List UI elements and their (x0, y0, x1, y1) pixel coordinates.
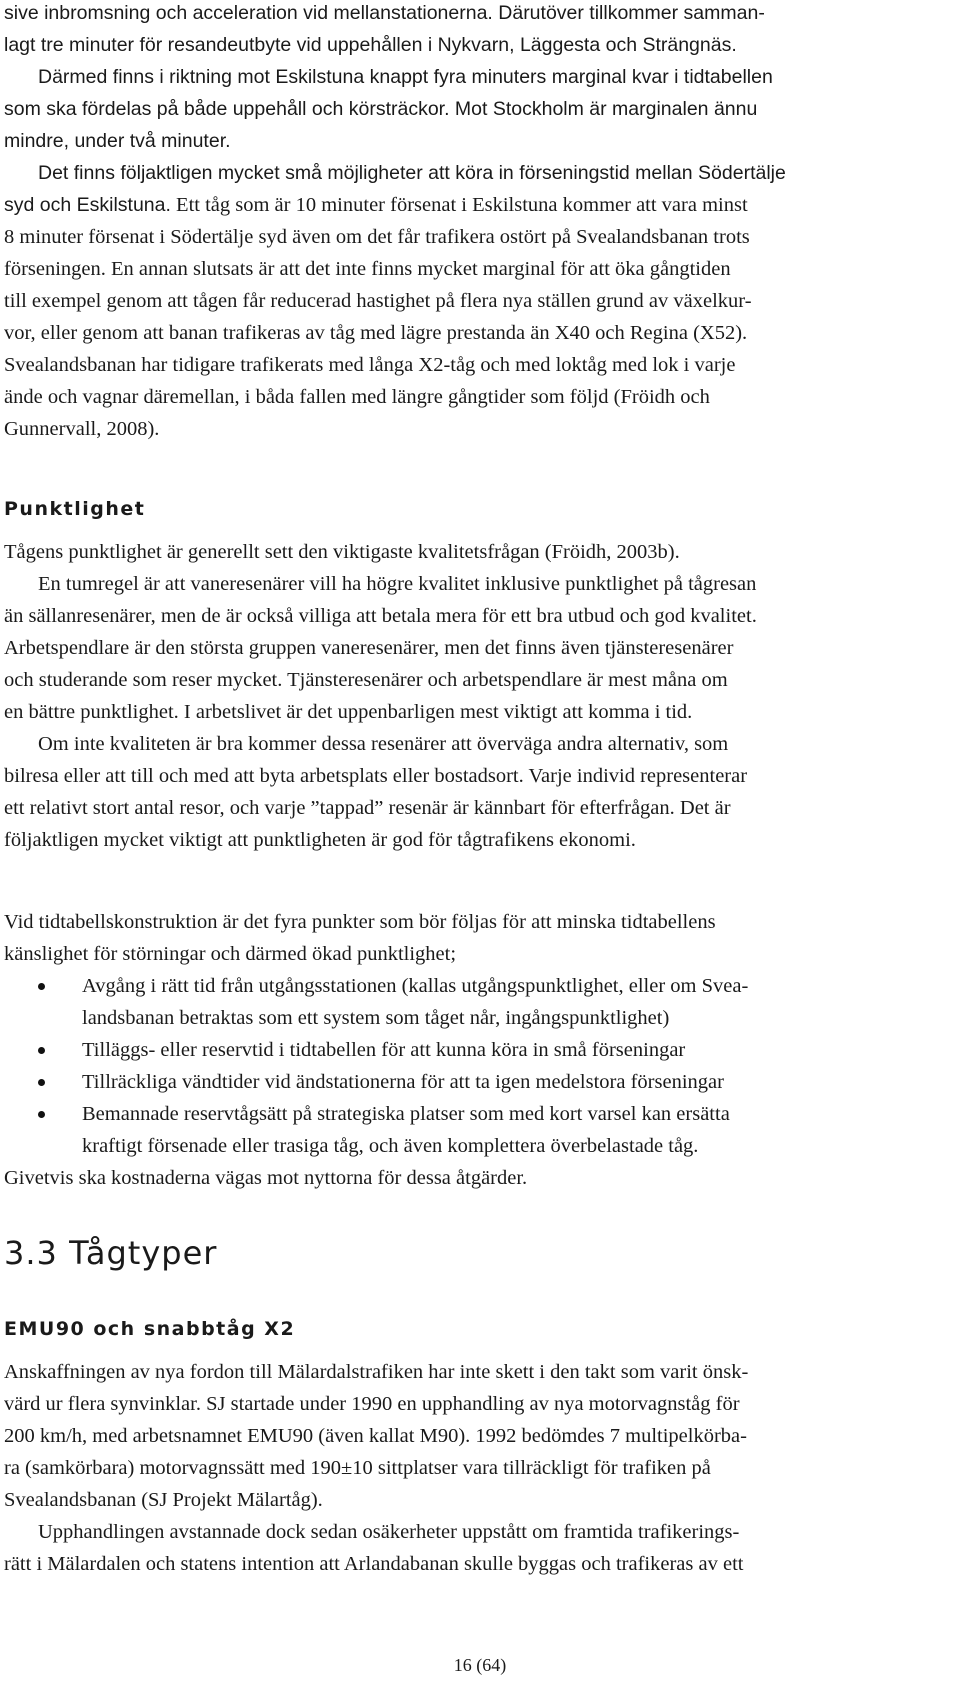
text-line: Gunnervall, 2008). (4, 418, 160, 440)
text-line: Bemannade reservtågsätt på strategiska platser som med kort varsel kan ersätta (82, 1103, 730, 1125)
text-segment: Ett tåg som är 10 minuter försenat i Eskilstuna kommer att vara minst (170, 194, 748, 216)
text-line: Därmed finns i riktning mot Eskilstuna knappt fyra minuters marginal kvar i tidtabellen (38, 66, 773, 88)
text-line: Tilläggs- eller reservtid i tidtabellen för att kunna köra in små förseningar (82, 1039, 686, 1061)
paragraph-emu (4, 1356, 748, 1580)
list-item (4, 970, 950, 1034)
text-line: 8 minuter försenat i Södertälje syd även om det får trafikera ostört på Svealandsbanan trots (4, 226, 750, 248)
text-line: Arbetspendlare är den största gruppen vaneresenärer, men det finns även tjänsteresenärer (4, 637, 734, 659)
text-line: 200 km/h, med arbetsnamnet EMU90 (även kallat M90). 1992 bedömdes 7 multipelkörba- (4, 1425, 747, 1447)
page-number: 16 (64) (453, 1655, 507, 1675)
paragraph-margin (4, 0, 773, 157)
text-line: Tillräckliga vändtider vid ändstationerna för att ta igen medelstora förseningar (82, 1071, 724, 1093)
paragraph-punktlighet (4, 536, 757, 856)
paragraph-delay (4, 157, 786, 445)
list-item (4, 1066, 950, 1098)
text-line: Anskaffningen av nya fordon till Mälardalstrafiken har inte skett i den takt som varit önsk- (4, 1361, 749, 1383)
text-line: känslighet för störningar och därmed ökad punktlighet; (4, 943, 457, 965)
text-line: bilresa eller att till och med att byta arbetsplats eller bostadsort. Varje individ representerar (4, 765, 748, 787)
text-line: värd ur flera synvinklar. SJ startade under 1990 en upphandling av nya motorvagnståg för (4, 1393, 740, 1415)
heading-punktlighet: Punktlighet (4, 498, 146, 520)
text-line: Avgång i rätt tid från utgångsstationen (kallas utgångspunktlighet, eller om Svea- (82, 975, 749, 997)
bullet-list (4, 970, 950, 1162)
text-line: Svealandsbanan (SJ Projekt Mälartåg). (4, 1489, 323, 1511)
text-line: och studerande som reser mycket. Tjänsteresenärer och arbetspendlare är mest måna om (4, 669, 728, 691)
text-line: vor, eller genom att banan trafikeras av tåg med lägre prestanda än X40 och Regina (X52). (4, 322, 748, 344)
text-line: Om inte kvaliteten är bra kommer dessa resenärer att överväga andra alternativ, som (38, 733, 729, 755)
list-item (4, 1034, 950, 1066)
paragraph-kostnad: Givetvis ska kostnaderna vägas mot nyttorna för dessa åtgärder. (4, 1167, 528, 1189)
text-line: ra (samkörbara) motorvagnssätt med 190±10 sittplatser vara tillräckligt för trafiken på (4, 1457, 711, 1479)
bullet-icon (38, 983, 45, 990)
text-line: lagt tre minuter för resandeutbyte vid uppehållen i Nykvarn, Läggesta och Strängnäs. (4, 34, 737, 56)
text-line: en bättre punktlighet. I arbetslivet är det uppenbarligen mest viktigt att komma i tid. (4, 701, 693, 723)
text-line: En tumregel är att vaneresenärer vill ha högre kvalitet inklusive punktlighet på tågresan (38, 573, 757, 595)
text-line: som ska fördelas på både uppehåll och körsträckor. Mot Stockholm är marginalen ännu (4, 98, 758, 120)
text-line: förseningen. En annan slutsats är att det inte finns mycket marginal för att öka gångtiden (4, 258, 731, 280)
bullet-icon (38, 1047, 45, 1054)
list-item (4, 1098, 950, 1162)
text-line: Vid tidtabellskonstruktion är det fyra punkter som bör följas för att minska tidtabellens (4, 911, 716, 933)
text-line: följaktligen mycket viktigt att punktligheten är god för tågtrafikens ekonomi. (4, 829, 636, 851)
text-line: Det finns följaktligen mycket små möjligheter att köra in förseningstid mellan Södertälje (38, 162, 786, 184)
text-line: sive inbromsning och acceleration vid mellanstationerna. Därutöver tillkommer samman- (4, 2, 765, 24)
text-line: landsbanan betraktas som ett system som tåget når, ingångspunktlighet) (82, 1007, 670, 1029)
text-line: ett relativt stort antal resor, och varje ”tappad” resenär är kännbart för efterfrågan. Det är (4, 797, 731, 819)
text-line: till exempel genom att tågen får reducerad hastighet på flera nya ställen grund av växelkur- (4, 290, 752, 312)
text-line: Tågens punktlighet är generellt sett den viktigaste kvalitetsfrågan (Fröidh, 2003b). (4, 541, 680, 563)
paragraph-tidtabell (4, 906, 716, 970)
text-line: mindre, under två minuter. (4, 130, 231, 152)
text-line: Svealandsbanan har tidigare trafikerats med långa X2-tåg och med loktåg med lok i varje (4, 354, 736, 376)
text-line: än sällanresenärer, men de är också villiga att betala mera för ett bra utbud och god kvalitet. (4, 605, 757, 627)
text-line: Upphandlingen avstannade dock sedan osäkerheter uppstått om framtida trafikerings- (38, 1521, 740, 1543)
subsection-heading: EMU90 och snabbtåg X2 (4, 1318, 296, 1340)
text-line: kraftigt försenade eller trasiga tåg, och även komplettera överbelastade tåg. (82, 1135, 699, 1157)
text-line: rätt i Mälardalen och statens intention att Arlandabanan skulle byggas och trafikeras av ett (4, 1553, 744, 1575)
bullet-icon (38, 1079, 45, 1086)
section-heading: 3.3 Tågtyper (4, 1234, 218, 1272)
text-segment: syd och Eskilstuna. (4, 194, 171, 216)
text-line: ände och vagnar däremellan, i båda fallen med längre gångtider som följd (Fröidh och (4, 386, 710, 408)
bullet-icon (38, 1111, 45, 1118)
text-line (4, 189, 786, 221)
